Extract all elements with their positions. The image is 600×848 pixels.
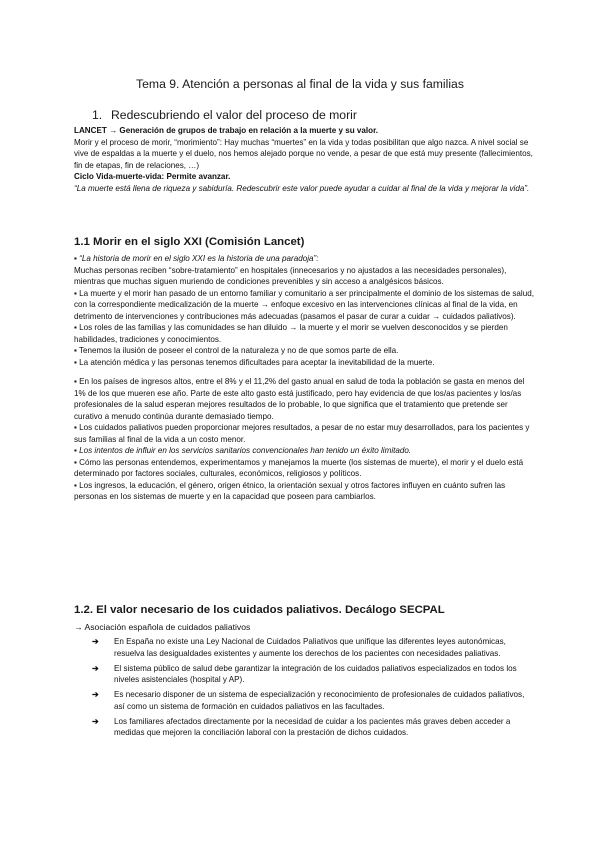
- atencion-bullet: ▪ La atención médica y las personas tenemos dificultades para aceptar la inevitabilidad de la muerte.: [74, 357, 435, 367]
- ciclo-line: Ciclo Vida-muerte-vida: Permite avanzar.: [74, 172, 231, 181]
- quote-line: “La muerte está llena de riqueza y sabiduría. Redescubrir este valor puede ayudar a cuidar al final de la vida y mejorar la vida”.: [74, 183, 530, 193]
- arrow-icon: ➔: [92, 690, 99, 699]
- ilusion-bullet: ▪ Tenemos la ilusión de poseer el control de la naturaleza y no de que somos parte de ella.: [74, 346, 399, 355]
- arrow-icon: ➔: [92, 637, 99, 646]
- list-item-text: Los familiares afectados directamente por la necesidad de cuidar a los pacientes más graves deben acceder a medidas que mejoren la conciliación laboral con la prestación de dichos cuidados.: [114, 716, 511, 737]
- secpal-subheading: → Asociación española de cuidados paliativos: [74, 622, 251, 632]
- roles-bullet: ▪ Los roles de las familias y las comunidades se han diluido → la muerte y el morir se vuelven desconocidos y se pierden habilidades, tradiciones y conocimientos.: [74, 323, 508, 344]
- paradox-bullet: ▪ “La historia de morir en el siglo XXI es la historia de una paradoja”:: [74, 254, 319, 263]
- gasto-bullet: ▪ En los países de ingresos altos, entre el 8% y el 11,2% del gasto anual en salud de toda la población se gasta en menos del 1% de los que mueren ese año. Parte de este alto gasto está justificado, pero hay evidencia de que los/as pacientes y los/as profesionales de la salud esperan mejores resultados de lo probable, lo que significa que el tratamiento que pretende ser curativo a menudo continúa durante demasiado tiempo.: [74, 377, 525, 421]
- medicalizacion-bullet: ▪ La muerte y el morir han pasado de un entorno familiar y comunitario a ser principalmente el dominio de los sistemas de salud, con la correspondiente medicalización de la muerte → enfoque excesivo en las intervenciones clínicas al final de la vida, en detrimento de intervenciones y contribuciones más adecuadas (pasamos el pasar de curar a cuidar → cuidados paliativos).: [74, 288, 534, 321]
- ingresos-bullet: ▪ Los ingresos, la educación, el género, origen étnico, la orientación sexual y otros factores influyen en cuánto sufren las personas en los sistemas de muerte y en la capacidad que poseen para cambiarlos.: [74, 480, 506, 501]
- secpal-list: [92, 636, 536, 742]
- morimiento-paragraph: Morir y el proceso de morir, “morimiento”: Hay muchas “muertes” en la vida y todas posibilitan que algo nazca. A nivel social se vive de espaldas a la muerte y el duelo, nos hemos alejado porque no vende, a pesar de que está muy presente (fallecimientos, fin de etapas, fin de relaciones, …): [74, 137, 533, 170]
- list-item: [92, 716, 536, 739]
- intentos-bullet: ▪ Los intentos de influir en los servicios sanitarios convencionales han tenido un éxito limitado.: [74, 446, 412, 455]
- section-1-1-body: [74, 253, 534, 503]
- list-item-text: En España no existe una Ley Nacional de Cuidados Paliativos que unifique las diferentes leyes autonómicas, resuelva las desigualdades existentes y aumente los derechos de los pacientes con necesidades paliativas.: [114, 637, 506, 658]
- lancet-line: LANCET → Generación de grupos de trabajo en relación a la muerte y su valor.: [74, 126, 379, 135]
- sistemas-muerte-bullet: ▪ Cómo las personas entendemos, experimentamos y manejamos la muerte (los sistemas de muerte), el morir y el duelo está determinado por factores sociales, culturales, económicos, religiosos y políticos.: [74, 457, 524, 478]
- section-1-2-heading: 1.2. El valor necesario de los cuidados paliativos. Decálogo SECPAL: [74, 604, 445, 616]
- list-item-text: El sistema público de salud debe garantizar la integración de los cuidados paliativos especializados en todos los niveles asistenciales (hospital y AP).: [114, 663, 517, 684]
- section-1-heading: [92, 108, 357, 122]
- list-item: [92, 689, 536, 712]
- paliativos-bullet: ▪ Los cuidados paliativos pueden proporcionar mejores resultados, a pesar de no estar muy desarrollados, para los pacientes y sus familias al final de la vida a un costo menor.: [74, 423, 530, 444]
- section-1-title: Redescubriendo el valor del proceso de morir: [111, 108, 357, 122]
- section-1-1-heading: 1.1 Morir en el siglo XXI (Comisión Lancet): [74, 236, 305, 248]
- arrow-icon: ➔: [92, 663, 99, 673]
- list-item: [92, 663, 536, 686]
- list-item-text: Es necesario disponer de un sistema de especialización y reconocimiento de profesionales de cuidados paliativos, así como un sistema de formación en cuidados paliativos en las facultades.: [114, 690, 525, 711]
- section-1-number: 1.: [92, 108, 103, 122]
- section-1-body: [74, 125, 534, 194]
- sobretratamiento-paragraph: Muchas personas reciben “sobre-tratamiento” en hospitales (innecesarios y no ajustados a las necesidades personales), mientras que muchas siguen muriendo de condiciones prevenibles y sin acceso a analgésicos básicos.: [74, 265, 507, 286]
- arrow-icon: ➔: [92, 716, 99, 726]
- document-title: Tema 9. Atención a personas al final de la vida y sus familias: [136, 77, 464, 91]
- list-item: [92, 636, 536, 659]
